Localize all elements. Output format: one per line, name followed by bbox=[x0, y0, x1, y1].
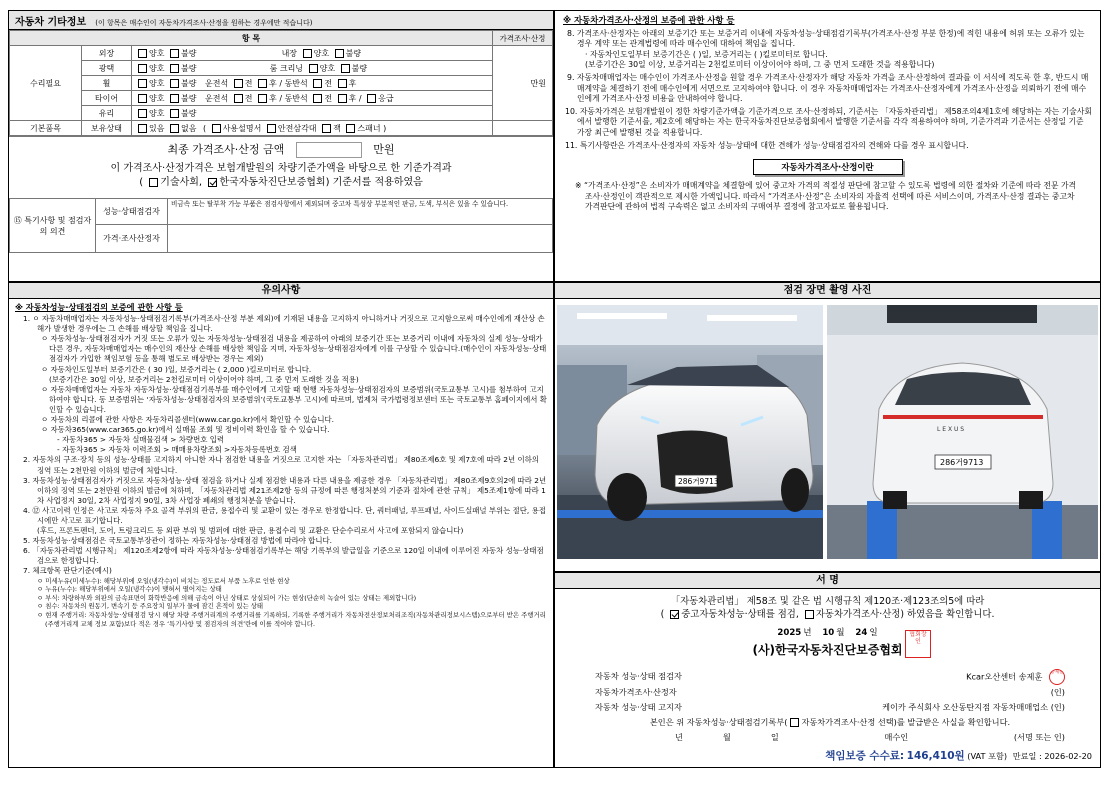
glass-bad-checkbox[interactable] bbox=[170, 109, 179, 118]
note-8: 8. 가격조사·산정자는 아래의 보증기간 또는 보증거리 이내에 자동차성능·상태점검기록부(가격조사·산정 부분 한정)에 적힌 내용에 허위 또는 오류가 있는 경우 계약 또는 관계법령에 따라 매수인에 대하여 책임을 집니다. bbox=[567, 28, 1085, 49]
basis-assoc-checkbox[interactable] bbox=[208, 178, 217, 187]
tire-passenger-front-checkbox[interactable] bbox=[313, 94, 322, 103]
glass-good-checkbox[interactable] bbox=[138, 109, 147, 118]
perf-check-checkbox[interactable] bbox=[670, 610, 679, 619]
other-info-title-bar bbox=[9, 11, 553, 30]
gloss-good-checkbox[interactable] bbox=[138, 64, 147, 73]
signer-row-3: 자동차 성능·상태 고지자 케이카 주식회사 오산동탄지점 자동차매매업소 (인) bbox=[595, 702, 1065, 712]
note-item-1e: ㅇ 자동차매매업자는 자동차 자동차성능·상태점검기록부를 매수인에게 고지할 때 현행 자동차성능·상태점검자의 보증범위(국토교통부 고시)를 첨부하여 고지하여야 합니다. 동 보증범위는 ‘자동차성능·상태점검자의 보증범위’(국토교통부 고시)에 따르며, 법제처 국가법령정보센터 또는 국토교통부 홈페이지에서 확인할 수 있습니다. bbox=[41, 384, 547, 414]
law-line-1: 「자동차관리법」 제58조 및 같은 법 시행규칙 제120조·제123조의5에 따라 bbox=[670, 596, 985, 607]
tire-bad-checkbox[interactable] bbox=[170, 94, 179, 103]
note-item-1b: ㅇ 자동차성능·상태점검자가 거짓 또는 오류가 있는 자동차성능·상태점검 내용을 제공하여 아래의 보증기간 또는 보증거리 이내에 자동차의 실제 성능·상태가 다른 경우, 자동차매매업자는 매수인의 재산상 손해를 배상한 책임을 지며, 자동차성능·상태점검자에게 이를 구상할 수 있습니다.(매수인이 자동차성능·상태점검자가 가입한 책임보험 등을 통해 별도로 배상받는 경우는 제외) bbox=[41, 334, 547, 364]
gloss-options: 양호 불량 룸 크리닝 양호 불량 bbox=[132, 61, 493, 76]
perf-checker-label: 성능·상태점검자 bbox=[96, 199, 168, 225]
notes-header: 유의사항 bbox=[9, 283, 553, 299]
note-item-7b: ㅇ 누유(누수): 해당부위에서 오일(냉각수)이 맺혀서 떨어지는 상태 bbox=[37, 585, 222, 594]
price-checker-opinion-field[interactable] bbox=[168, 225, 553, 253]
note-item-6: 6. 「자동차관리법 시행규칙」 제120조제2항에 따라 자동차성능·상태점검기록부는 해당 기록부의 발급일을 기준으로 120일 이내에 이루어진 자동차 성능·상태점검으로 한정합니다. bbox=[23, 546, 544, 566]
note-item-7c: ㅇ 부식: 차량하부와 외판의 금속표면이 화학반응에 의해 금속이 아닌 상태로 상실되어 가는 현상(단순히 녹슬어 있는 상태는 제외합니다) bbox=[37, 593, 417, 602]
wheel-passenger-front-checkbox[interactable] bbox=[313, 79, 322, 88]
fee-label: 책임보증 수수료: bbox=[825, 750, 905, 762]
wheel-good-checkbox[interactable] bbox=[138, 79, 147, 88]
plate-text-rear: 286거9713 bbox=[940, 458, 984, 467]
room-good-checkbox[interactable] bbox=[309, 64, 318, 73]
basis-line-2: ( 기술사회, 한국자동차진단보증협회) 기준서를 적용하였음 bbox=[139, 177, 423, 188]
exterior-good-checkbox[interactable] bbox=[138, 49, 147, 58]
wheel-passenger-rear-checkbox[interactable] bbox=[338, 79, 347, 88]
row-room-cleaning: 룸 크리닝 bbox=[269, 63, 304, 73]
expiry-date: 만료일 : 2026-02-20 bbox=[1012, 751, 1092, 761]
note-8b: (보증기간은 30일 이상, 보증거리는 2천킬로미터 이상이어야 하며, 그 중 먼저 도래한 것을 적용합니다) bbox=[585, 60, 935, 70]
jack-checkbox[interactable] bbox=[322, 124, 331, 133]
note-9: 9. 자동차매매업자는 매수인이 가격조사·산정을 원할 경우 가격조사·산정자가 해당 자동차 가격을 조사·산정하여 결과를 이 서식에 적도록 한 후, 반드시 매매계약을 체결하기 전에 매수인에게 서면으로 고지하여야 합니다. 이 경우 자동차매매업자는 가격조사·산정자에게 가격조사·산정을 의뢰하기 전에 매수인에게 가격조사·산정 비용을 안내하여야 합니다. bbox=[567, 72, 1089, 104]
none-checkbox[interactable] bbox=[170, 124, 179, 133]
triangle-checkbox[interactable] bbox=[267, 124, 276, 133]
row-gloss: 광택 bbox=[82, 61, 132, 76]
note-item-7: 7. 체크항목 판단기준(예시) bbox=[23, 566, 112, 576]
association-seal-icon: 협회장인 bbox=[905, 630, 931, 658]
note-item-4b: (후드, 프론트펜더, 도어, 트렁크리드 등 외판 부위 및 범퍼에 대한 판금, 용접수리 및 교환은 단순수리로서 사고에 포함되지 않습니다) bbox=[37, 526, 464, 536]
final-price-input[interactable] bbox=[296, 142, 362, 158]
signature-section bbox=[554, 572, 1101, 768]
signer-row-2: 자동차가격조사·산정자 (인) bbox=[595, 687, 1065, 697]
other-info-title: 자동차 기타정보 bbox=[15, 17, 87, 28]
price-checker-label: 가격·조사산정자 bbox=[96, 225, 168, 253]
tire-driver-rear-checkbox[interactable] bbox=[258, 94, 267, 103]
signer-row-1: 자동차 성능·상태 점검자 Kcar오산센터 송제훈 송제훈 bbox=[595, 669, 1065, 685]
exterior-bad-checkbox[interactable] bbox=[170, 49, 179, 58]
tire-driver-front-checkbox[interactable] bbox=[234, 94, 243, 103]
basis-line-1: 이 가격조사·산정가격은 보험개발원의 차량기준가액을 바탕으로 한 기준가격과 bbox=[110, 163, 452, 174]
price-unit: 만원 bbox=[493, 46, 553, 121]
col-item-header: 항 목 bbox=[10, 31, 493, 46]
receipt-line: 본인은 위 자동차성능·상태점검기록부( 자동차가격조사·산정 선택)를 발급받은 사실을 확인합니다. bbox=[649, 717, 1011, 727]
association-name: (사)한국자동차진단보증협회 협회장인 bbox=[555, 644, 1100, 657]
repair-table bbox=[9, 30, 553, 136]
note-item-7d: ㅇ 침수: 자동차의 원동기, 변속기 등 주요장치 일부가 물에 잠긴 흔적이 있는 상태 bbox=[37, 602, 264, 611]
other-info-note: (이 항목은 매수인이 자동차가격조사·산정을 원하는 경우에만 적습니다) bbox=[95, 19, 313, 27]
photo-section bbox=[554, 282, 1101, 572]
special-notes-table bbox=[9, 198, 553, 253]
row-interior: 내장 bbox=[281, 48, 298, 58]
note-item-1f: ㅇ 자동차의 리콜에 관한 사항은 자동차리콜센터(www.car.go.kr)에서 확인할 수 있습니다. bbox=[41, 415, 334, 425]
note-item-5: 5. 자동차성능·상태점검은 국토교통부장관이 정하는 자동차성능·상태점검 방법에 따라야 합니다. bbox=[23, 536, 332, 546]
note-item-7e: ㅇ 현재 주행거리: 자동차성능·상태점검 당시 해당 차량 주행거리계의 주행거리를 기록하되, 기록한 주행거리가 자동차전산정보처리조직(자동차관리정보시스템)으로부터 받은 주행거리(주행거리계 교체 정보 포함)보다 적은 경우 ‘특기사항 및 점검자의 의견’란에 이를 적어야 합니다. bbox=[37, 610, 546, 628]
interior-bad-checkbox[interactable] bbox=[335, 49, 344, 58]
notes-section bbox=[8, 282, 554, 768]
note-item-2: 2. 자동차의 구조·장치 등의 성능·상태를 고지하지 아니한 자나 점검한 내용을 거짓으로 고지한 자는 「자동차관리법」 제80조제6호 및 제7호에 따라 2년 이하의 징역 또는 2천만원 이하의 벌금에 처합니다. bbox=[23, 455, 539, 475]
perf-checker-note: 비금속 또는 탈부착 가능 부품은 점검사항에서 제외되며 중고차 특성상 부분적인 판금, 도색, 부식은 있을 수 있습니다. bbox=[168, 199, 553, 225]
gloss-bad-checkbox[interactable] bbox=[170, 64, 179, 73]
note-item-1h: - 자동차365 > 자동차 실매물검색 > 차량번호 입력 bbox=[57, 435, 224, 445]
definition-text: ※ “가격조사·산정”은 소비자가 매매계약을 체결함에 있어 중고차 가격의 적절성 판단에 참고할 수 있도록 법령에 의한 절차와 기준에 따라 전문 가격조사·산정인이 객관적으로 제시한 가액입니다. 따라서 “가격조사·산정”은 소비자의 자율적 선택에 따른 서비스이며, 가격조사·산정 결과는 중고차 가격판단에 관하여 법적 구속력은 없고 소비자의 구매여부 결정에 참고자료로 활용됩니다. bbox=[575, 181, 1077, 212]
row-exterior: 외장 bbox=[82, 46, 132, 61]
note-item-1i: - 자동차365 > 자동차 이력조회 > 매매용차량조회 >자동차등록번호 검색 bbox=[57, 445, 297, 455]
basic-items-options: 있음 없음 ( 사용설명서 안전삼각대 잭 스패너 ) bbox=[132, 121, 493, 136]
buyer-row: 년 월 일 매수인 (서명 또는 인) bbox=[595, 730, 1065, 745]
price-guarantee-section bbox=[554, 10, 1101, 282]
row-glass: 유리 bbox=[82, 106, 132, 121]
tire-emergency-checkbox[interactable] bbox=[367, 94, 376, 103]
plate-text-front: 286거9713 bbox=[678, 477, 719, 486]
interior-good-checkbox[interactable] bbox=[303, 49, 312, 58]
photo-header: 점검 장면 촬영 사진 bbox=[555, 283, 1100, 299]
note-8a: · 자동차인도일부터 보증기간은 ( )일, 보증거리는 ( )킬로미터로 합니다. bbox=[585, 49, 828, 59]
exterior-options: 양호 불량 내장 양호 불량 bbox=[132, 46, 493, 61]
note-item-1: 1. ㅇ 자동차매매업자는 자동차성능·상태점검기록부(가격조사·산정 부분 제외)에 기재된 내용을 고지하지 아니하거나 거짓으로 고지함으로써 매수인에게 재산상 손해가 발생한 경우에는 그 손해를 배상할 책임을 집니다. bbox=[23, 314, 545, 334]
wheel-options: 양호 불량 운전석 전 후 / 동반석 전 후 bbox=[132, 76, 493, 91]
inspection-photo-rear bbox=[827, 305, 1098, 559]
wheel-bad-checkbox[interactable] bbox=[170, 79, 179, 88]
buyer-sign-field[interactable]: (서명 또는 인) bbox=[1013, 732, 1065, 742]
fee-vat: (VAT 포함) bbox=[967, 751, 1008, 761]
fee-row bbox=[825, 748, 1092, 763]
wheel-driver-rear-checkbox[interactable] bbox=[258, 79, 267, 88]
inspection-photo-front bbox=[557, 305, 823, 559]
glass-options: 양호 불량 bbox=[132, 106, 493, 121]
row-tire: 타이어 bbox=[82, 91, 132, 106]
definition-title: 자동차가격조사·산정이란 bbox=[753, 159, 903, 175]
note-11: 11. 특기사항란은 가격조사·산정자의 자동차 성능·상태에 대한 견해가 성능·상태점검자의 견해와 다를 경우 표시합니다. bbox=[565, 140, 969, 150]
tire-options: 양호 불량 운전석 전 후 / 동반석 전 후 / 응급 bbox=[132, 91, 493, 106]
note-10: 10. 자동차가격은 보험개발원이 정한 차량기준가액을 기준가격으로 조사·산정하되, 기준서는 「자동차관리법」 제58조의4제1호에 해당하는 자는 기술사회에서 발행한 기준서를, 제2호에 해당하는 자는 한국자동차진단보증협회에서 발행한 기준서를 각각 적용하여야 하며, 기준가격과 기준서는 산정일 기준 가장 최근에 발행된 것을 적용합니다. bbox=[565, 106, 1092, 137]
signature-header: 서 명 bbox=[555, 573, 1100, 589]
final-price-label: 최종 가격조사·산정 금액 bbox=[167, 143, 285, 156]
receipt-price-checkbox[interactable] bbox=[790, 718, 799, 727]
possession-label: 보유상태 bbox=[82, 121, 132, 136]
col-price-header: 가격조사·산정 bbox=[493, 31, 553, 46]
note-item-3: 3. 자동차성능·상태점검자가 거짓으로 자동차성능·상태 점검을 하거나 실제 점검한 내용과 다른 내용을 제공한 경우 「자동차관리법」 제80조제9호의2에 따라 2년 이하의 징역 또는 2천만원 이하의 벌금에 처하며, 「자동차관리법 제21조제2항 등의 규정에 따른 행정처분의 기준과 절차에 관한 규칙」 제5조제1항에 따라 1차 사업정지 30일, 2차 사업정지 90일, 3차 사업장 폐쇄의 행정처분을 받습니다. bbox=[23, 475, 547, 505]
price-guarantee-title: ※ 자동차가격조사·산정의 보증에 관한 사항 등 bbox=[563, 15, 735, 25]
basis-tech-checkbox[interactable] bbox=[149, 178, 158, 187]
basic-items-label: 기본품목 bbox=[10, 121, 82, 136]
manual-checkbox[interactable] bbox=[212, 124, 221, 133]
note-item-1c: ㅇ 자동차인도일부터 보증기간은 ( 30 )일, 보증거리는 ( 2,000 )킬로미터로 합니다. bbox=[41, 364, 312, 374]
final-price-unit: 만원 bbox=[373, 143, 395, 156]
law-line-2: ( 중고자동차성능·상태를 점검, 자동차가격조사·산정) 하였음을 확인합니다. bbox=[660, 609, 995, 620]
rear-brand-text: L E X U S bbox=[937, 426, 965, 433]
have-checkbox[interactable] bbox=[138, 124, 147, 133]
spanner-checkbox[interactable] bbox=[346, 124, 355, 133]
room-bad-checkbox[interactable] bbox=[341, 64, 350, 73]
final-price-area bbox=[9, 136, 553, 198]
sign-date: 2025 년 10 월 24 일 bbox=[777, 628, 878, 638]
note-item-7a: ㅇ 미세누유(미세누수): 해당부위에 오일(냉각수)이 비치는 정도로서 부품 노후로 인한 현상 bbox=[37, 576, 290, 585]
note-item-1d: (보증기간은 30일 이상, 보증거리는 2천킬로미터 이상이어야 하며, 그 중 먼저 도래한 것을 적용) bbox=[49, 374, 359, 384]
wheel-driver-front-checkbox[interactable] bbox=[234, 79, 243, 88]
note-item-4: 4. ⑫ 사고이력 인정은 사고로 자동차 주요 골격 부위의 판금, 용접수리 및 교환이 있는 경우로 한정합니다. 단, 쿼터패널, 루프패널, 사이드실패널 부위는 절단, 용접 시에만 사고로 표기합니다. bbox=[23, 505, 546, 525]
repair-label: 수리필요 bbox=[10, 46, 82, 121]
signer-seal-icon: 송제훈 bbox=[1049, 669, 1065, 685]
tire-good-checkbox[interactable] bbox=[138, 94, 147, 103]
row-wheel: 휠 bbox=[82, 76, 132, 91]
price-check-checkbox[interactable] bbox=[805, 610, 814, 619]
other-info-section bbox=[8, 10, 554, 282]
special-notes-label: ⑮ 특기사항 및 점검자의 의견 bbox=[10, 199, 96, 253]
note-item-1g: ㅇ 자동차365(www.car365.go.kr)에서 실매물 조회 및 정비이력 확인을 할 수 있습니다. bbox=[41, 425, 330, 435]
notes-title: ※ 자동차성능·상태점검의 보증에 관한 사항 등 bbox=[15, 302, 183, 312]
tire-passenger-rear-checkbox[interactable] bbox=[338, 94, 347, 103]
fee-value: 146,410원 bbox=[906, 750, 965, 762]
